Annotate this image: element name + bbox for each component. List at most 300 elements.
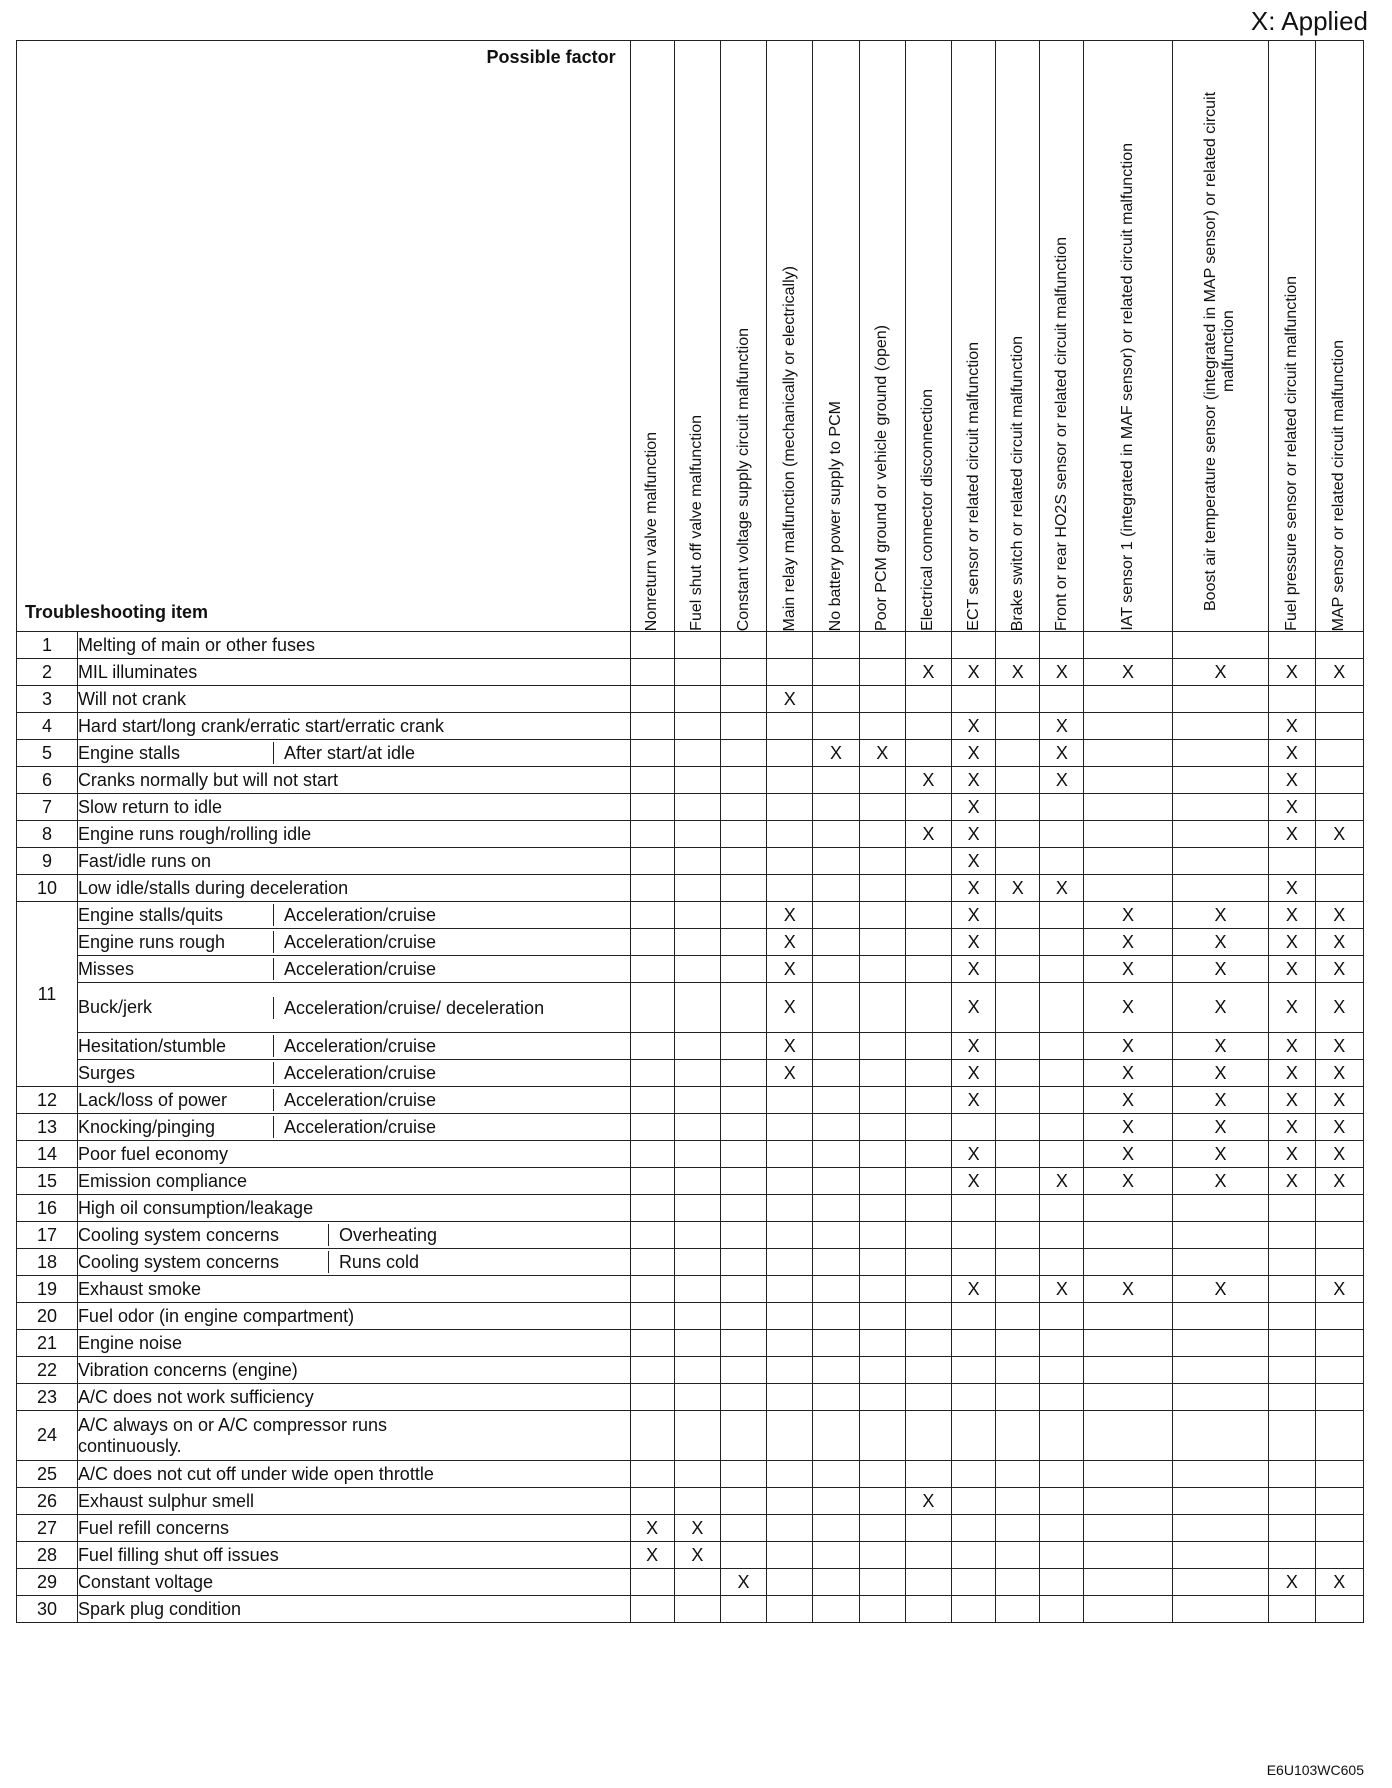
factor-cell [859, 1276, 905, 1303]
item-label: Exhaust sulphur smell [77, 1490, 255, 1511]
factor-cell [813, 1303, 859, 1330]
factor-cell [1084, 875, 1172, 902]
troubleshooting-item [77, 740, 630, 767]
row-number: 5 [17, 740, 78, 767]
factor-cell [813, 767, 859, 794]
applied-mark: X [1122, 1062, 1135, 1083]
factor-cell [1040, 1515, 1084, 1542]
applied-mark: X [1122, 1035, 1135, 1056]
factor-cell [813, 686, 859, 713]
row-number: 15 [17, 1168, 78, 1195]
factor-cell [952, 1384, 996, 1411]
factor-cell [720, 686, 766, 713]
factor-cell [674, 659, 720, 686]
factor-cell [1040, 983, 1084, 1033]
factor-header [720, 41, 766, 632]
factor-cell [630, 1060, 674, 1087]
factor-cell [813, 794, 859, 821]
factor-cell [1084, 1596, 1172, 1623]
troubleshooting-item [77, 1461, 630, 1488]
troubleshooting-item [77, 686, 630, 713]
factor-cell [1269, 1411, 1315, 1461]
factor-cell [1172, 794, 1269, 821]
factor-cell [996, 983, 1040, 1033]
factor-cell [1040, 659, 1084, 686]
factor-cell [996, 659, 1040, 686]
factor-cell [720, 632, 766, 659]
factor-cell [1084, 740, 1172, 767]
factor-header [630, 41, 674, 632]
image-code: E6U103WC605 [1266, 1762, 1364, 1778]
applied-mark: X [1333, 1116, 1346, 1137]
applied-mark: X [1122, 958, 1135, 979]
factor-cell [1269, 686, 1315, 713]
applied-mark: X [1055, 1278, 1068, 1299]
factor-cell [1084, 1168, 1172, 1195]
factor-cell [1269, 1303, 1315, 1330]
factor-cell [996, 1168, 1040, 1195]
factor-label: Main relay malfunction (mechanically or electrically) [780, 265, 798, 631]
factor-cell [630, 1384, 674, 1411]
factor-cell [1315, 1488, 1363, 1515]
row-number: 7 [17, 794, 78, 821]
factor-cell [720, 1488, 766, 1515]
factor-cell [1084, 632, 1172, 659]
factor-cell [720, 1195, 766, 1222]
factor-cell [996, 1195, 1040, 1222]
factor-cell [767, 956, 813, 983]
troubleshooting-item [77, 659, 630, 686]
item-label: Engine stalls/quits [78, 904, 274, 926]
factor-cell [630, 1276, 674, 1303]
factor-cell [674, 1168, 720, 1195]
factor-cell [813, 1596, 859, 1623]
factor-cell [859, 848, 905, 875]
factor-cell [952, 848, 996, 875]
factor-cell [859, 1330, 905, 1357]
factor-cell [996, 1596, 1040, 1623]
factor-cell [952, 983, 996, 1033]
factor-cell [1172, 1569, 1269, 1596]
factor-cell [859, 1542, 905, 1569]
factor-cell [1084, 1461, 1172, 1488]
factor-cell [1315, 794, 1363, 821]
table-row [17, 1114, 1364, 1141]
item-label: Engine stalls [78, 742, 274, 764]
factor-cell [630, 1411, 674, 1461]
factor-cell [813, 1515, 859, 1542]
factor-cell [813, 1357, 859, 1384]
factor-cell [996, 1384, 1040, 1411]
factor-cell [1269, 929, 1315, 956]
factor-cell [1172, 1060, 1269, 1087]
factor-cell [720, 1249, 766, 1276]
applied-mark: X [1214, 958, 1227, 979]
factor-cell [996, 632, 1040, 659]
factor-cell [1315, 1384, 1363, 1411]
factor-cell [1084, 1303, 1172, 1330]
factor-cell [813, 1195, 859, 1222]
item-label: High oil consumption/leakage [77, 1197, 314, 1218]
factor-cell [905, 1168, 951, 1195]
applied-mark: X [783, 997, 796, 1017]
applied-mark: X [829, 742, 842, 763]
troubleshooting-item [77, 1222, 630, 1249]
troubleshooting-item [77, 1330, 630, 1357]
factor-cell [1172, 1168, 1269, 1195]
factor-cell [1269, 875, 1315, 902]
factor-cell [905, 632, 951, 659]
applied-mark: X [783, 931, 796, 952]
applied-mark: X [967, 1170, 980, 1191]
factor-cell [1084, 848, 1172, 875]
item-label: A/C does not cut off under wide open throttle [77, 1463, 434, 1484]
factor-cell [905, 713, 951, 740]
factor-cell [813, 875, 859, 902]
factor-cell [859, 1357, 905, 1384]
factor-cell [905, 1087, 951, 1114]
factor-cell [720, 659, 766, 686]
factor-cell [674, 1384, 720, 1411]
factor-cell [767, 632, 813, 659]
factor-cell [767, 659, 813, 686]
applied-mark: X [1122, 1143, 1135, 1164]
factor-cell [1269, 1249, 1315, 1276]
troubleshooting-item [77, 875, 630, 902]
factor-cell [1269, 1276, 1315, 1303]
factor-cell [1084, 821, 1172, 848]
troubleshooting-item [77, 1303, 630, 1330]
factor-cell [1172, 848, 1269, 875]
factor-cell [813, 1222, 859, 1249]
factor-label: IAT sensor 1 (integrated in MAF sensor) or related circuit malfunction [1119, 143, 1137, 631]
factor-cell [720, 1276, 766, 1303]
factor-cell [1172, 1542, 1269, 1569]
applied-mark: X [1285, 1116, 1298, 1137]
applied-mark: X [783, 688, 796, 709]
factor-cell [952, 956, 996, 983]
factor-cell [952, 875, 996, 902]
factor-cell [905, 1114, 951, 1141]
factor-cell [720, 1330, 766, 1357]
factor-cell [1084, 686, 1172, 713]
factor-label: ECT sensor or related circuit malfunction [964, 342, 982, 631]
factor-cell [720, 929, 766, 956]
troubleshooting-item [77, 929, 630, 956]
troubleshooting-item [77, 1596, 630, 1623]
factor-cell [1172, 1384, 1269, 1411]
factor-cell [859, 1114, 905, 1141]
factor-cell [905, 1141, 951, 1168]
factor-cell [674, 1222, 720, 1249]
factor-cell [1269, 659, 1315, 686]
factor-cell [720, 1596, 766, 1623]
factor-cell [720, 1411, 766, 1461]
factor-cell [952, 1033, 996, 1060]
factor-cell [905, 1033, 951, 1060]
item-label: Surges [78, 1062, 274, 1084]
factor-cell [767, 1222, 813, 1249]
table-row [17, 794, 1364, 821]
factor-label: MAP sensor or related circuit malfunction [1330, 339, 1348, 631]
factor-cell [1040, 686, 1084, 713]
factor-cell [905, 1195, 951, 1222]
factor-cell [720, 875, 766, 902]
factor-cell [952, 659, 996, 686]
row-number: 20 [17, 1303, 78, 1330]
factor-cell [1315, 659, 1363, 686]
factor-cell [1269, 1384, 1315, 1411]
row-number: 8 [17, 821, 78, 848]
factor-cell [996, 821, 1040, 848]
factor-cell [767, 1411, 813, 1461]
factor-cell [952, 740, 996, 767]
factor-cell [1172, 1276, 1269, 1303]
factor-cell [767, 1033, 813, 1060]
item-label: Vibration concerns (engine) [77, 1359, 298, 1380]
factor-label: Nonreturn valve malfunction [643, 431, 661, 631]
factor-cell [1172, 659, 1269, 686]
factor-cell [996, 902, 1040, 929]
item-label: Fast/idle runs on [77, 850, 212, 871]
factor-cell [859, 1168, 905, 1195]
factor-cell [1084, 1060, 1172, 1087]
factor-cell [767, 875, 813, 902]
factor-cell [859, 1033, 905, 1060]
factor-cell [813, 713, 859, 740]
factor-cell [1084, 794, 1172, 821]
applied-mark: X [967, 1062, 980, 1083]
factor-cell [1172, 1461, 1269, 1488]
item-label: Will not crank [77, 688, 186, 709]
factor-cell [905, 794, 951, 821]
applied-mark: X [967, 661, 980, 682]
table-row [17, 929, 1364, 956]
factor-cell [952, 1087, 996, 1114]
factor-cell [1084, 1515, 1172, 1542]
item-label: Emission compliance [77, 1170, 248, 1191]
item-condition: Acceleration/cruise [283, 1117, 437, 1137]
factor-cell [905, 1060, 951, 1087]
factor-cell [1269, 767, 1315, 794]
factor-cell [996, 1033, 1040, 1060]
factor-cell [859, 1515, 905, 1542]
applied-mark: X [1285, 796, 1298, 817]
factor-cell [630, 632, 674, 659]
factor-cell [813, 1542, 859, 1569]
factor-cell [952, 929, 996, 956]
factor-cell [1040, 1195, 1084, 1222]
applied-mark: X [1285, 931, 1298, 952]
factor-cell [859, 659, 905, 686]
factor-cell [859, 740, 905, 767]
factor-cell [1269, 1195, 1315, 1222]
row-number: 18 [17, 1249, 78, 1276]
table-row [17, 1330, 1364, 1357]
factor-cell [1172, 1515, 1269, 1542]
factor-cell [1040, 821, 1084, 848]
factor-cell [1315, 821, 1363, 848]
factor-cell [859, 1303, 905, 1330]
factor-cell [630, 1141, 674, 1168]
factor-cell [720, 1384, 766, 1411]
troubleshooting-item [77, 1141, 630, 1168]
factor-cell [952, 1330, 996, 1357]
applied-mark: X [922, 769, 935, 790]
troubleshooting-item-label: Troubleshooting item [25, 602, 208, 622]
factor-cell [1040, 1222, 1084, 1249]
applied-mark: X [1214, 1062, 1227, 1083]
factor-cell [859, 686, 905, 713]
factor-cell [720, 713, 766, 740]
factor-cell [859, 1596, 905, 1623]
factor-cell [859, 1195, 905, 1222]
applied-mark: X [1122, 1170, 1135, 1191]
factor-cell [767, 1461, 813, 1488]
applied-mark: X [1333, 1571, 1346, 1592]
factor-cell [952, 686, 996, 713]
table-row [17, 1141, 1364, 1168]
factor-cell [1172, 1330, 1269, 1357]
table-row [17, 1596, 1364, 1623]
factor-header [674, 41, 720, 632]
troubleshooting-item [77, 1542, 630, 1569]
factor-cell [996, 713, 1040, 740]
factor-header [952, 41, 996, 632]
factor-cell [813, 1249, 859, 1276]
factor-cell [630, 740, 674, 767]
factor-cell [630, 767, 674, 794]
troubleshooting-matrix [16, 40, 1364, 1623]
row-number: 12 [17, 1087, 78, 1114]
factor-cell [1315, 929, 1363, 956]
factor-cell [952, 1357, 996, 1384]
factor-cell [674, 1515, 720, 1542]
factor-cell [1040, 1461, 1084, 1488]
table-row [17, 632, 1364, 659]
factor-cell [674, 1330, 720, 1357]
factor-cell [905, 1596, 951, 1623]
factor-cell [859, 875, 905, 902]
factor-cell [767, 821, 813, 848]
factor-cell [952, 1515, 996, 1542]
applied-mark: X [1055, 661, 1068, 682]
applied-mark: X [967, 823, 980, 844]
table-row [17, 1357, 1364, 1384]
factor-cell [1269, 1569, 1315, 1596]
factor-cell [859, 794, 905, 821]
applied-mark: X [922, 823, 935, 844]
factor-cell [905, 659, 951, 686]
factor-cell [859, 1222, 905, 1249]
applied-mark: X [1333, 823, 1346, 844]
applied-mark: X [1285, 1571, 1298, 1592]
factor-cell [674, 848, 720, 875]
troubleshooting-item [77, 1114, 630, 1141]
factor-cell [1172, 1141, 1269, 1168]
troubleshooting-item [77, 902, 630, 929]
factor-cell [905, 740, 951, 767]
table-row [17, 1461, 1364, 1488]
factor-cell [720, 1033, 766, 1060]
applied-mark: X [1214, 997, 1227, 1017]
factor-label: Constant voltage supply circuit malfunction [734, 327, 752, 631]
factor-cell [952, 1168, 996, 1195]
factor-cell [996, 1114, 1040, 1141]
factor-label: No battery power supply to PCM [826, 400, 844, 631]
factor-cell [1040, 632, 1084, 659]
applied-mark: X [1333, 1278, 1346, 1299]
item-label: Slow return to idle [77, 796, 223, 817]
factor-cell [674, 875, 720, 902]
applied-mark: X [1285, 904, 1298, 925]
applied-mark: X [1285, 1062, 1298, 1083]
factor-cell [1315, 1249, 1363, 1276]
factor-cell [813, 848, 859, 875]
table-row [17, 1033, 1364, 1060]
troubleshooting-item [77, 1411, 630, 1461]
factor-cell [1172, 983, 1269, 1033]
factor-cell [996, 1060, 1040, 1087]
factor-cell [1269, 956, 1315, 983]
factor-cell [952, 1222, 996, 1249]
item-label: A/C always on or A/C compressor runs continuously. [77, 1414, 388, 1456]
factor-cell [674, 929, 720, 956]
factor-cell [1315, 1330, 1363, 1357]
factor-cell [859, 632, 905, 659]
applied-mark: X [1122, 1089, 1135, 1110]
applied-mark: X [967, 715, 980, 736]
troubleshooting-item [77, 1087, 630, 1114]
factor-cell [1172, 1087, 1269, 1114]
factor-cell [630, 1330, 674, 1357]
factor-cell [1269, 1141, 1315, 1168]
factor-label: Fuel pressure sensor or related circuit malfunction [1282, 276, 1300, 631]
factor-cell [1269, 902, 1315, 929]
factor-cell [720, 767, 766, 794]
table-row [17, 1515, 1364, 1542]
item-label: Hard start/long crank/erratic start/erratic crank [77, 715, 445, 736]
factor-cell [1084, 902, 1172, 929]
factor-cell [1172, 713, 1269, 740]
applied-mark: X [1333, 1035, 1346, 1056]
factor-cell [952, 1276, 996, 1303]
row-number: 1 [17, 632, 78, 659]
factor-cell [952, 1195, 996, 1222]
item-label: Cooling system concerns [78, 1251, 329, 1273]
table-row [17, 1249, 1364, 1276]
factor-cell [630, 686, 674, 713]
factor-cell [1040, 1384, 1084, 1411]
factor-cell [630, 875, 674, 902]
item-condition: Acceleration/cruise [283, 905, 437, 925]
applied-mark: X [646, 1544, 659, 1565]
factor-cell [630, 821, 674, 848]
row-number: 26 [17, 1488, 78, 1515]
applied-mark: X [1333, 1062, 1346, 1083]
applied-mark: X [967, 877, 980, 898]
row-number: 30 [17, 1596, 78, 1623]
factor-cell [952, 1060, 996, 1087]
factor-cell [1315, 713, 1363, 740]
applied-mark: X [1122, 1116, 1135, 1137]
item-label: Hesitation/stumble [78, 1035, 274, 1057]
factor-cell [1084, 956, 1172, 983]
factor-cell [720, 1060, 766, 1087]
applied-mark: X [1285, 742, 1298, 763]
factor-cell [1269, 983, 1315, 1033]
factor-label: Electrical connector disconnection [919, 389, 937, 631]
